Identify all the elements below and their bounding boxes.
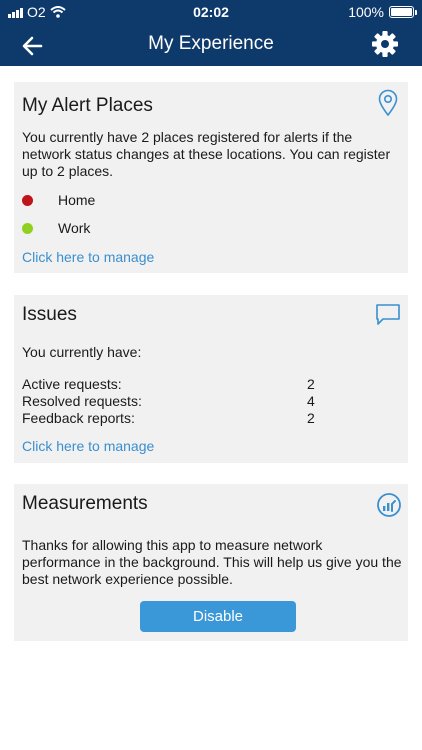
page-title: My Experience [148, 33, 274, 54]
app-header [0, 0, 422, 66]
row-value: 2 [307, 410, 315, 426]
status-dot-icon [22, 223, 33, 234]
gauge-icon[interactable] [376, 492, 402, 518]
manage-issues-link[interactable]: Click here to manage [22, 438, 155, 454]
measurements-card [14, 484, 408, 641]
gear-icon[interactable] [370, 29, 400, 59]
chat-bubble-icon[interactable] [375, 303, 401, 327]
manage-places-link[interactable]: Click here to manage [22, 249, 155, 265]
battery-icon [389, 6, 414, 18]
status-time: 02:02 [193, 4, 229, 20]
alert-places-title: My Alert Places [22, 95, 153, 116]
status-bar [0, 0, 422, 24]
nav-bar [0, 24, 422, 66]
issues-title: Issues [22, 304, 77, 325]
alert-places-description: You currently have 2 places registered for alerts if the network status changes at these locations. You can register up to 2 places. [22, 129, 391, 179]
measurements-title: Measurements [22, 493, 148, 514]
measurements-description: Thanks for allowing this app to measure network performance in the background. This will help us give you the best network experience possible. [22, 537, 402, 587]
location-pin-icon[interactable] [377, 89, 399, 117]
row-label: Resolved requests: [22, 393, 142, 409]
issues-row-resolved [22, 393, 322, 409]
disable-button[interactable]: Disable [140, 601, 296, 632]
row-value: 4 [307, 393, 315, 409]
issues-card [14, 295, 408, 463]
place-label: Home [58, 192, 96, 208]
alert-places-card [14, 82, 408, 273]
row-label: Active requests: [22, 376, 122, 392]
row-label: Feedback reports: [22, 410, 135, 426]
place-item-work [22, 220, 90, 236]
carrier-label: O2 [27, 4, 46, 20]
place-label: Work [58, 220, 91, 236]
battery-percent: 100% [348, 4, 384, 20]
status-dot-icon [22, 195, 33, 206]
issues-intro: You currently have: [22, 344, 142, 360]
row-value: 2 [307, 376, 315, 392]
place-item-home [22, 192, 95, 208]
issues-row-feedback [22, 410, 322, 426]
issues-row-active [22, 376, 322, 392]
